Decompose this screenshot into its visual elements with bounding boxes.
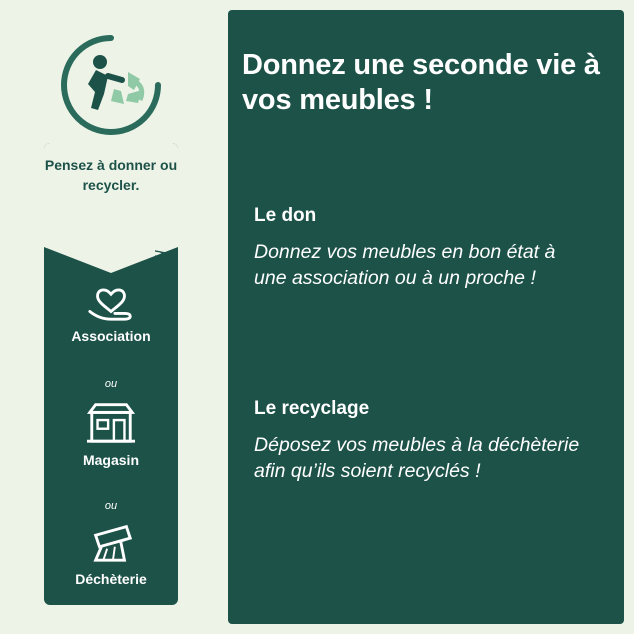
option-decheterie: [44, 515, 178, 587]
recycling-person-icon: [58, 32, 164, 138]
section-recyclage-title: Le recyclage: [254, 398, 370, 419]
option-magasin: [44, 396, 178, 468]
option-decheterie-label: Déchèterie: [75, 571, 147, 587]
section-don-title: Le don: [254, 205, 317, 226]
page-title: Donnez une seconde vie à vos meubles !: [242, 49, 600, 116]
ribbon-label: Pensez à donner ou recycler.: [44, 157, 178, 194]
option-association: [44, 272, 178, 344]
website-url[interactable]: https://quefairedemesdechets.fr: [151, 250, 168, 461]
shop-icon: [44, 396, 178, 448]
section-don: [254, 205, 584, 292]
section-recyclage: [254, 398, 584, 485]
option-magasin-label: Magasin: [82, 452, 139, 468]
option-association-label: Association: [71, 328, 151, 344]
waste-container-icon: [44, 515, 178, 567]
separator-or-1: ou: [104, 378, 118, 390]
section-recyclage-body: Déposez vos meubles à la déchèterie afin qu’ils soient recyclés !: [254, 434, 580, 483]
hand-heart-icon: [44, 272, 178, 324]
separator-or-2: ou: [104, 500, 118, 512]
section-don-body: Donnez vos meubles en bon état à une association ou à un proche !: [254, 241, 556, 290]
